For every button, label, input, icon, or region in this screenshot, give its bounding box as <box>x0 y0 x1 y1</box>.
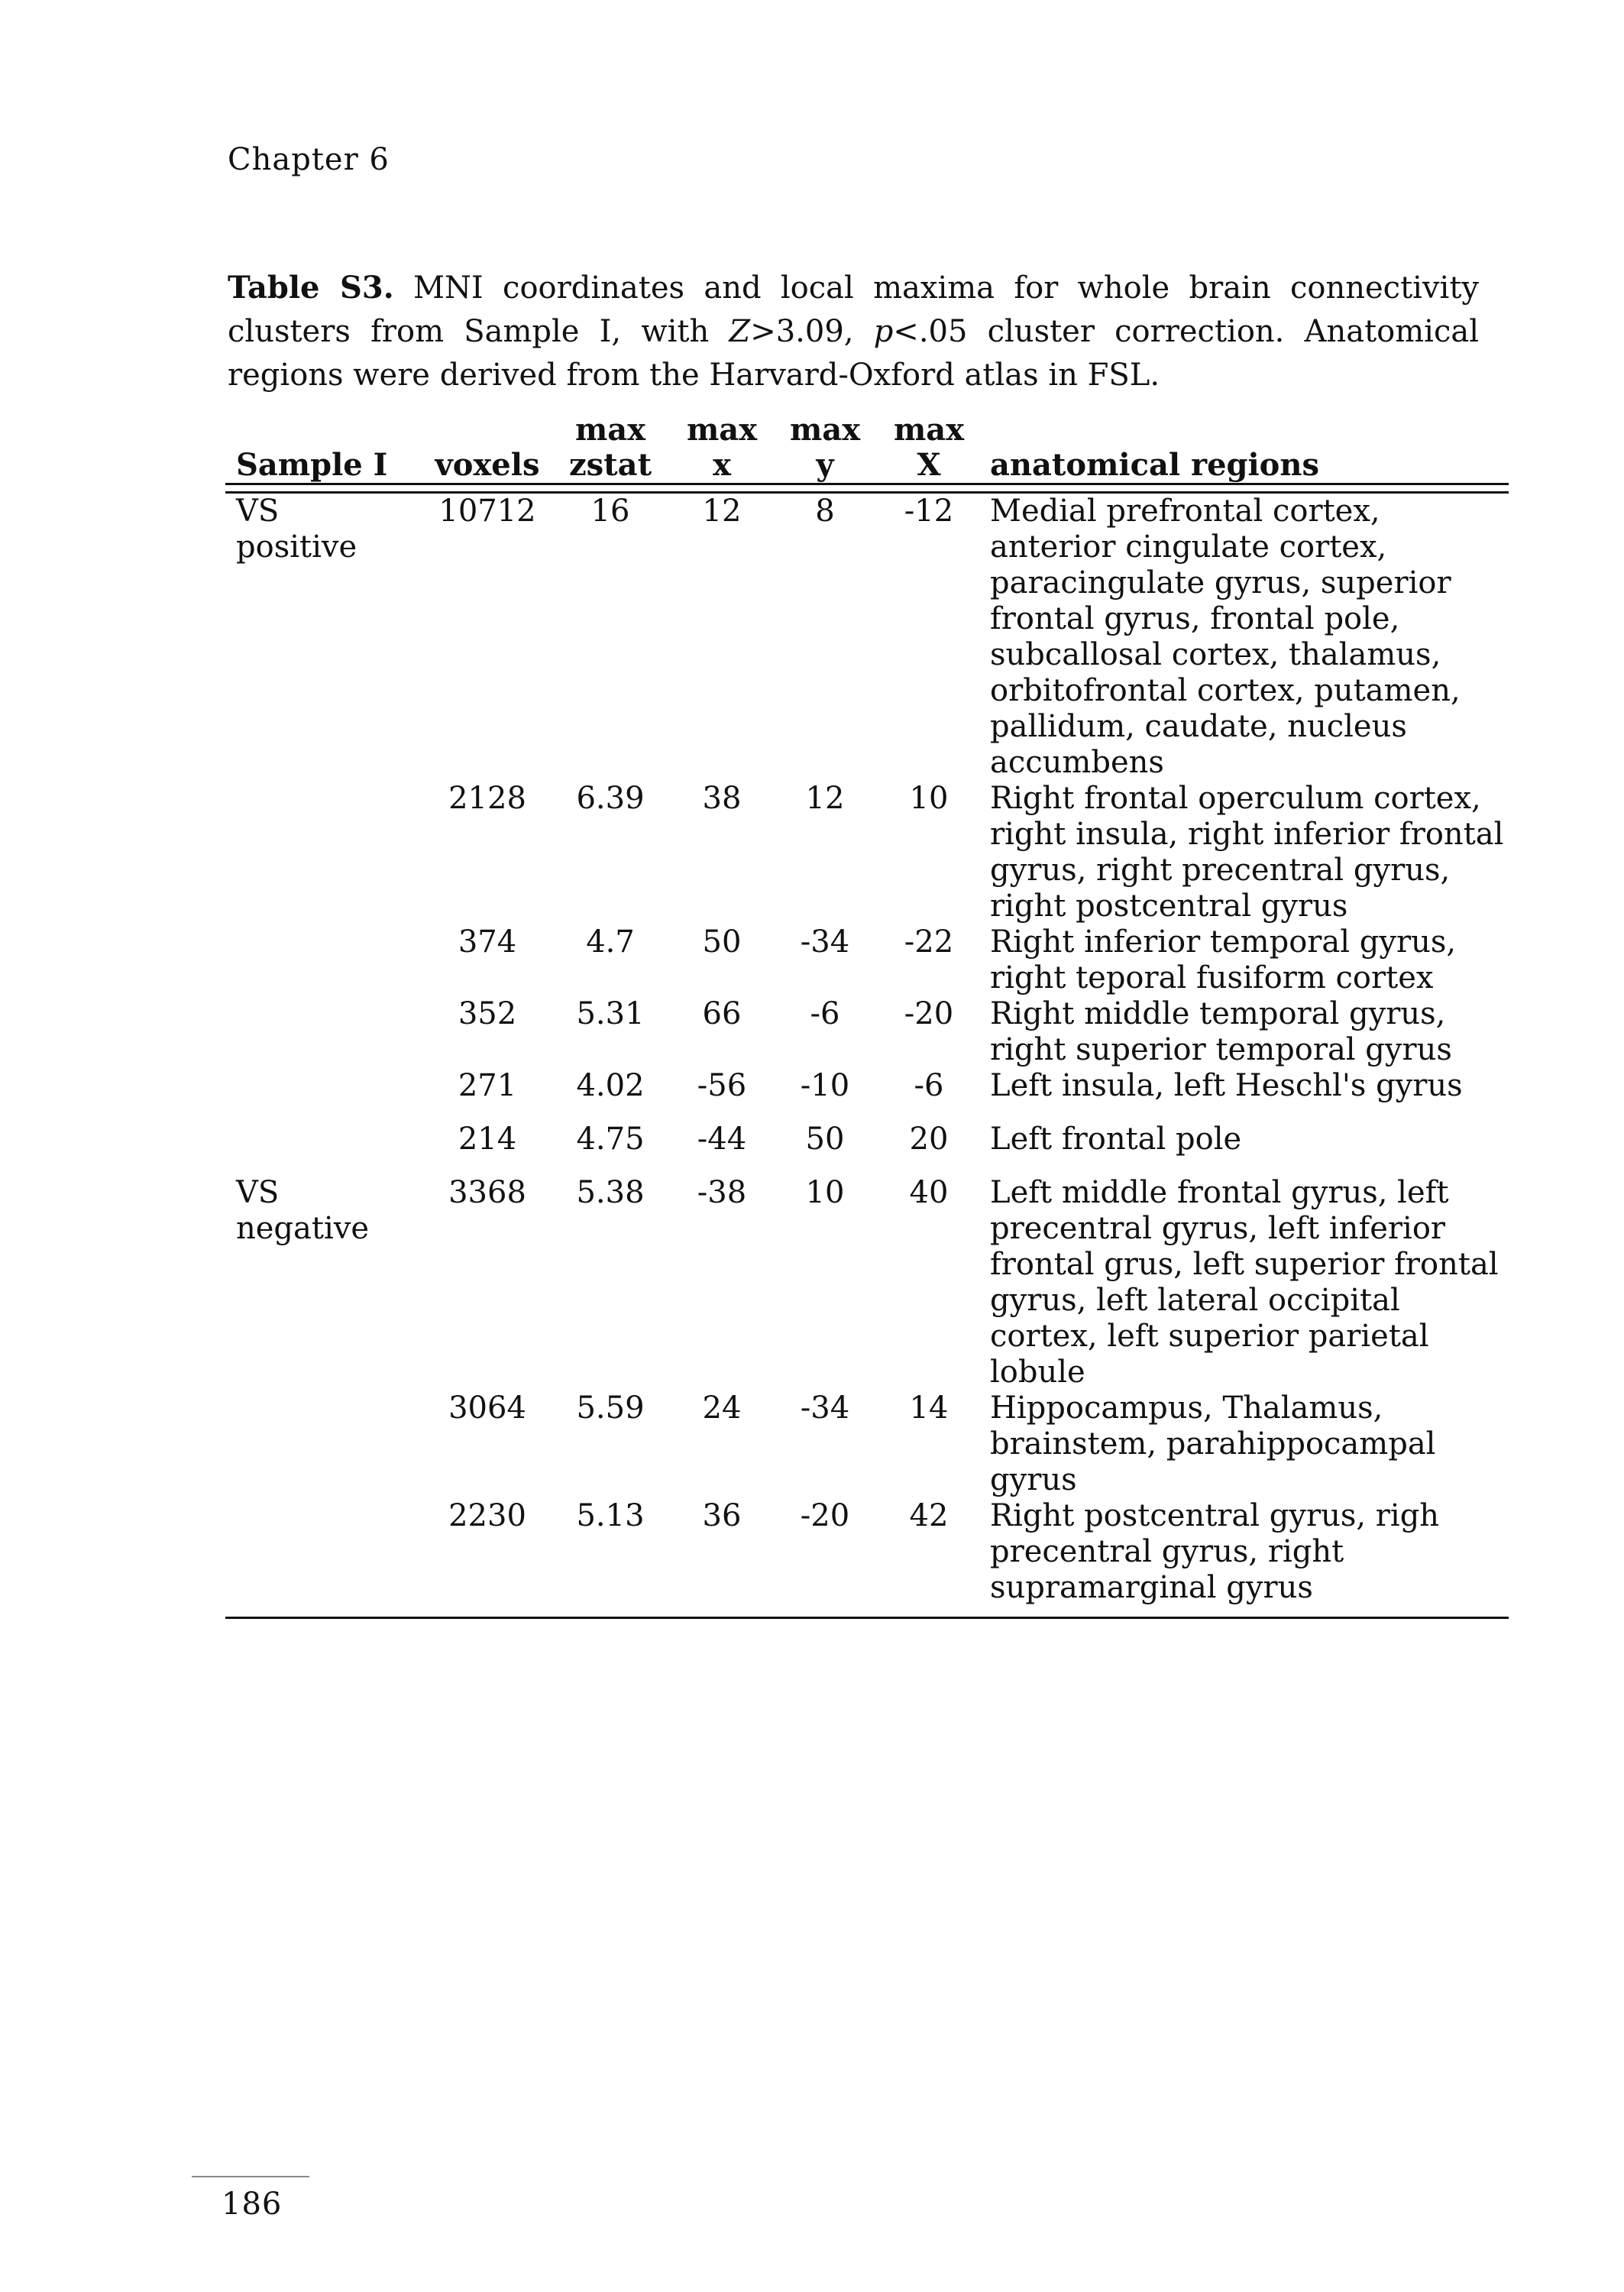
table-row <box>225 1498 1509 1606</box>
sample-label: VS <box>236 1175 280 1210</box>
header-sample: Sample I <box>236 447 388 483</box>
footer-rule <box>192 2176 309 2177</box>
cell-max-z: 14 <box>909 1390 949 1426</box>
cell-voxels: 2128 <box>448 781 526 816</box>
cell-sample <box>225 1390 426 1498</box>
sample-label: VS <box>236 494 280 529</box>
cell-anatomical-regions: Hippocampus, Thalamus, brainstem, parahippocampal gyrus <box>990 1390 1436 1497</box>
cell-voxels: 214 <box>458 1122 517 1157</box>
cell-sample <box>225 781 426 924</box>
cell-sample <box>225 1068 426 1104</box>
cell-anatomical-regions: Right inferior temporal gyrus, right teporal fusiform cortex <box>990 924 1457 995</box>
cell-max-zstat: 4.02 <box>576 1068 645 1103</box>
header-double-rule <box>225 484 1509 493</box>
cell-anatomical-regions: Medial prefrontal cortex, anterior cingulate cortex, paracingulate gyrus, superior frontal gyrus, frontal pole, subcallosal cortex, thalamus, orbitofrontal cortex, putamen, pallidum, caudate, nucleus accumbens <box>990 494 1461 780</box>
cell-max-zstat: 5.31 <box>576 996 645 1031</box>
cell-max-x: -44 <box>697 1122 747 1157</box>
header-anatomical-regions: anatomical regions <box>990 447 1319 483</box>
cell-max-z: 42 <box>909 1498 949 1533</box>
cell-max-z: -12 <box>904 494 954 529</box>
cell-max-zstat: 5.13 <box>576 1498 645 1533</box>
table-row <box>225 493 1509 782</box>
table-row <box>225 996 1509 1068</box>
cell-max-x: -38 <box>697 1175 747 1210</box>
cell-max-x: 38 <box>702 781 742 816</box>
cell-max-y: -10 <box>800 1068 850 1103</box>
cell-max-zstat: 6.39 <box>576 781 645 816</box>
cell-max-z: 10 <box>909 781 949 816</box>
header-max-y: max y <box>789 412 861 483</box>
header-max-z: max X <box>893 412 965 483</box>
cell-sample <box>225 1498 426 1606</box>
cell-sample <box>225 924 426 996</box>
table-row <box>225 1068 1509 1104</box>
sample-direction: positive <box>236 529 357 565</box>
cell-max-y: 50 <box>805 1122 845 1157</box>
table-row <box>225 781 1509 924</box>
cell-max-zstat: 16 <box>590 494 630 529</box>
cell-max-zstat: 5.59 <box>576 1390 645 1426</box>
cell-voxels: 10712 <box>438 494 536 529</box>
cell-max-zstat: 5.38 <box>576 1175 645 1210</box>
cell-max-z: 20 <box>909 1122 949 1157</box>
cell-sample <box>225 493 426 782</box>
cell-anatomical-regions: Left frontal pole <box>990 1122 1242 1157</box>
table-row <box>225 924 1509 996</box>
caption-z-symbol: Z <box>729 314 751 349</box>
sample-direction: negative <box>236 1211 370 1246</box>
cell-voxels: 271 <box>458 1068 517 1103</box>
cell-max-x: 24 <box>702 1390 742 1426</box>
mni-coordinates-table <box>225 413 1509 1606</box>
caption-text-2: >3.09, <box>750 314 874 349</box>
cell-max-z: -6 <box>914 1068 944 1103</box>
cell-max-y: -6 <box>810 996 840 1031</box>
cell-sample <box>225 996 426 1068</box>
cell-voxels: 374 <box>458 924 517 960</box>
table-bottom-rule <box>225 1617 1509 1619</box>
table-caption <box>228 266 1479 397</box>
caption-text-3: <.05 cluster correction. Anatomical regions were derived from the Harvard-Oxford atlas in FSL. <box>228 314 1479 393</box>
table-row <box>225 1157 1509 1390</box>
cell-voxels: 3368 <box>448 1175 526 1210</box>
cell-sample <box>225 1157 426 1390</box>
running-head: Chapter 6 <box>228 142 390 177</box>
caption-p-symbol: p <box>873 314 894 349</box>
cell-max-zstat: 4.75 <box>576 1122 645 1157</box>
cell-anatomical-regions: Right middle temporal gyrus, right superior temporal gyrus <box>990 996 1452 1067</box>
cell-max-y: -34 <box>800 924 850 960</box>
caption-text-1: MNI coordinates and local maxima for whole brain connectivity clusters from Sample I, with <box>228 270 1479 349</box>
header-voxels: voxels <box>435 447 540 483</box>
cell-max-y: -20 <box>800 1498 850 1533</box>
cell-anatomical-regions: Right frontal operculum cortex, right insula, right inferior frontal gyrus, right precentral gyrus, right postcentral gyrus <box>990 781 1504 924</box>
cell-max-y: 10 <box>805 1175 845 1210</box>
cell-anatomical-regions: Right postcentral gyrus, righ precentral gyrus, right supramarginal gyrus <box>990 1498 1440 1605</box>
header-max-x: max x <box>686 412 758 483</box>
cell-max-z: -22 <box>904 924 954 960</box>
header-max-zstat: max zstat <box>568 412 652 483</box>
cell-max-y: 8 <box>815 494 835 529</box>
cell-anatomical-regions: Left insula, left Heschl's gyrus <box>990 1068 1463 1103</box>
cell-voxels: 352 <box>458 996 517 1031</box>
cell-max-z: -20 <box>904 996 954 1031</box>
cell-max-y: 12 <box>805 781 845 816</box>
cell-max-zstat: 4.7 <box>586 924 635 960</box>
cell-voxels: 3064 <box>448 1390 526 1426</box>
caption-label: Table S3. <box>228 270 394 306</box>
cell-sample <box>225 1104 426 1157</box>
page-number: 186 <box>222 2187 283 2222</box>
cell-max-z: 40 <box>909 1175 949 1210</box>
cell-max-x: 50 <box>702 924 742 960</box>
table-row <box>225 1104 1509 1157</box>
table-row <box>225 1390 1509 1498</box>
cell-max-x: 36 <box>702 1498 742 1533</box>
cell-anatomical-regions: Left middle frontal gyrus, left precentral gyrus, left inferior frontal grus, left superior frontal gyrus, left lateral occipital cortex, left superior parietal lobule <box>990 1175 1499 1390</box>
cell-max-x: 12 <box>702 494 742 529</box>
cell-max-y: -34 <box>800 1390 850 1426</box>
cell-max-x: -56 <box>697 1068 747 1103</box>
cell-max-x: 66 <box>702 996 742 1031</box>
cell-voxels: 2230 <box>448 1498 526 1533</box>
